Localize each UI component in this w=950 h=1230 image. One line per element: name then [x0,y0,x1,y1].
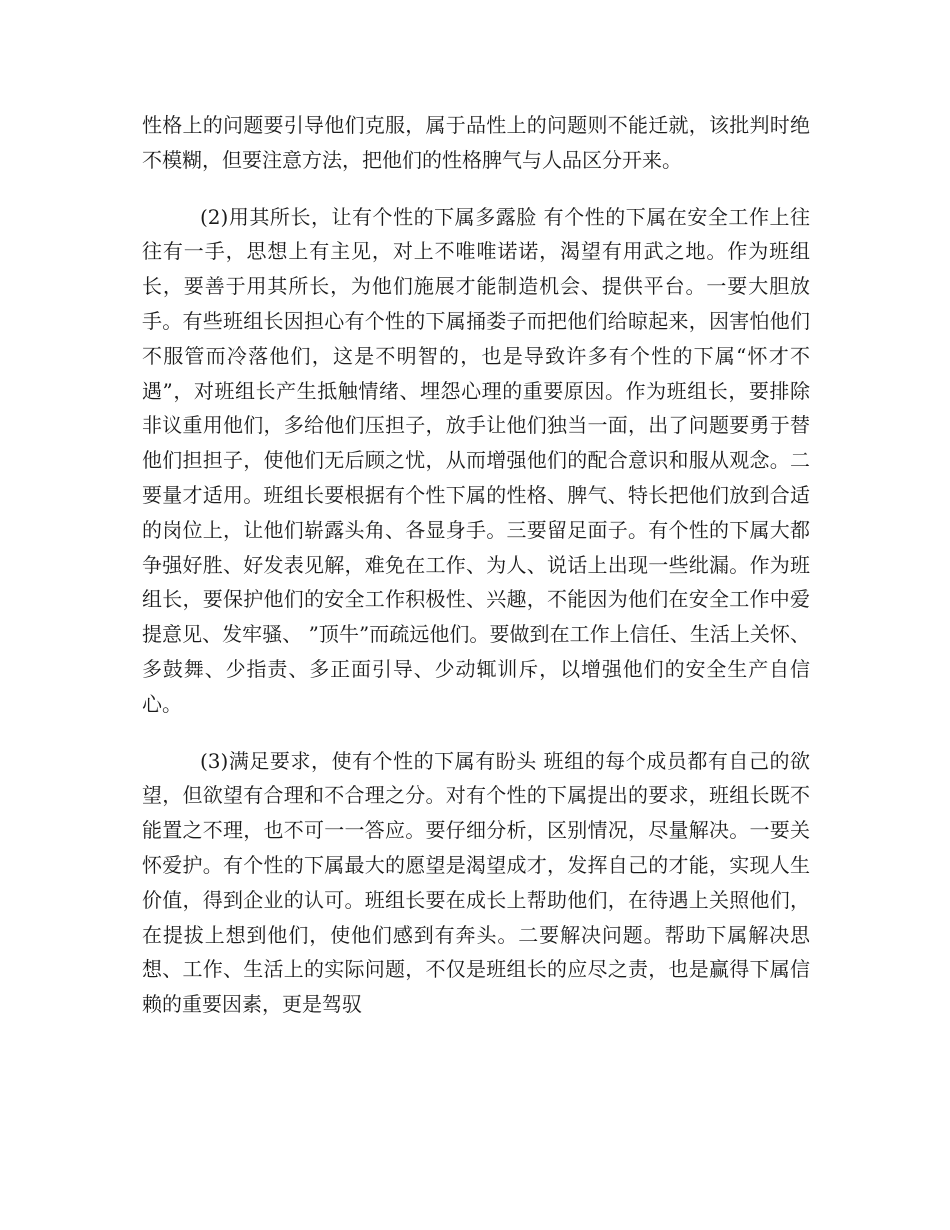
document-page [142,108,810,1044]
paragraph-3: (3)满足要求，使有个性的下属有盼头 班组的每个成员都有自己的欲望，但欲望有合理和不合理之分。对有个性的下属提出的要求，班组长既不能置之不理，也不可一一答应。要仔细分析，区别情况，尽量解决。一要关怀爱护。有个性的下属最大的愿望是渴望成才，发挥自己的才能，实现人生价值，得到企业的认可。班组长要在成长上帮助他们，在待遇上关照他们，在提拔上想到他们，使他们感到有奔头。二要解决问题。帮助下属解决思想、工作、生活上的实际问题，不仅是班组长的应尽之责，也是赢得下属信赖的重要因素，更是驾驭 [142,748,810,1017]
paragraph-2: (2)用其所长，让有个性的下属多露脸 有个性的下属在安全工作上往往有一手，思想上有主见，对上不唯唯诺诺，渴望有用武之地。作为班组长，要善于用其所长，为他们施展才能制造机会、提供平台。一要大胆放手。有些班组长因担心有个性的下属捅娄子而把他们给晾起来，因害怕他们不服管而冷落他们，这是不明智的，也是导致许多有个性的下属“怀才不遇”，对班组长产生抵触情绪、埋怨心理的重要原因。作为班组长，要排除非议重用他们，多给他们压担子，放手让他们独当一面，出了问题要勇于替他们担担子，使他们无后顾之忧，从而增强他们的配合意识和服从观念。二要量才适用。班组长要根据有个性下属的性格、脾气、特长把他们放到合适的岗位上，让他们崭露头角、各显身手。三要留足面子。有个性的下属大都争强好胜、好发表见解，难免在工作、为人、说话上出现一些纰漏。作为班组长，要保护他们的安全工作积极性、兴趣，不能因为他们在安全工作中爱提意见、发牢骚、 ”顶牛”而疏远他们。要做到在工作上信任、生活上关怀、多鼓舞、少指责、多正面引导、少动辄训斥，以增强他们的安全生产自信心。 [142,204,810,716]
paragraph-1: 性格上的问题要引导他们克服，属于品性上的问题则不能迁就，该批判时绝不模糊，但要注意方法，把他们的性格脾气与人品区分开来。 [142,113,810,172]
